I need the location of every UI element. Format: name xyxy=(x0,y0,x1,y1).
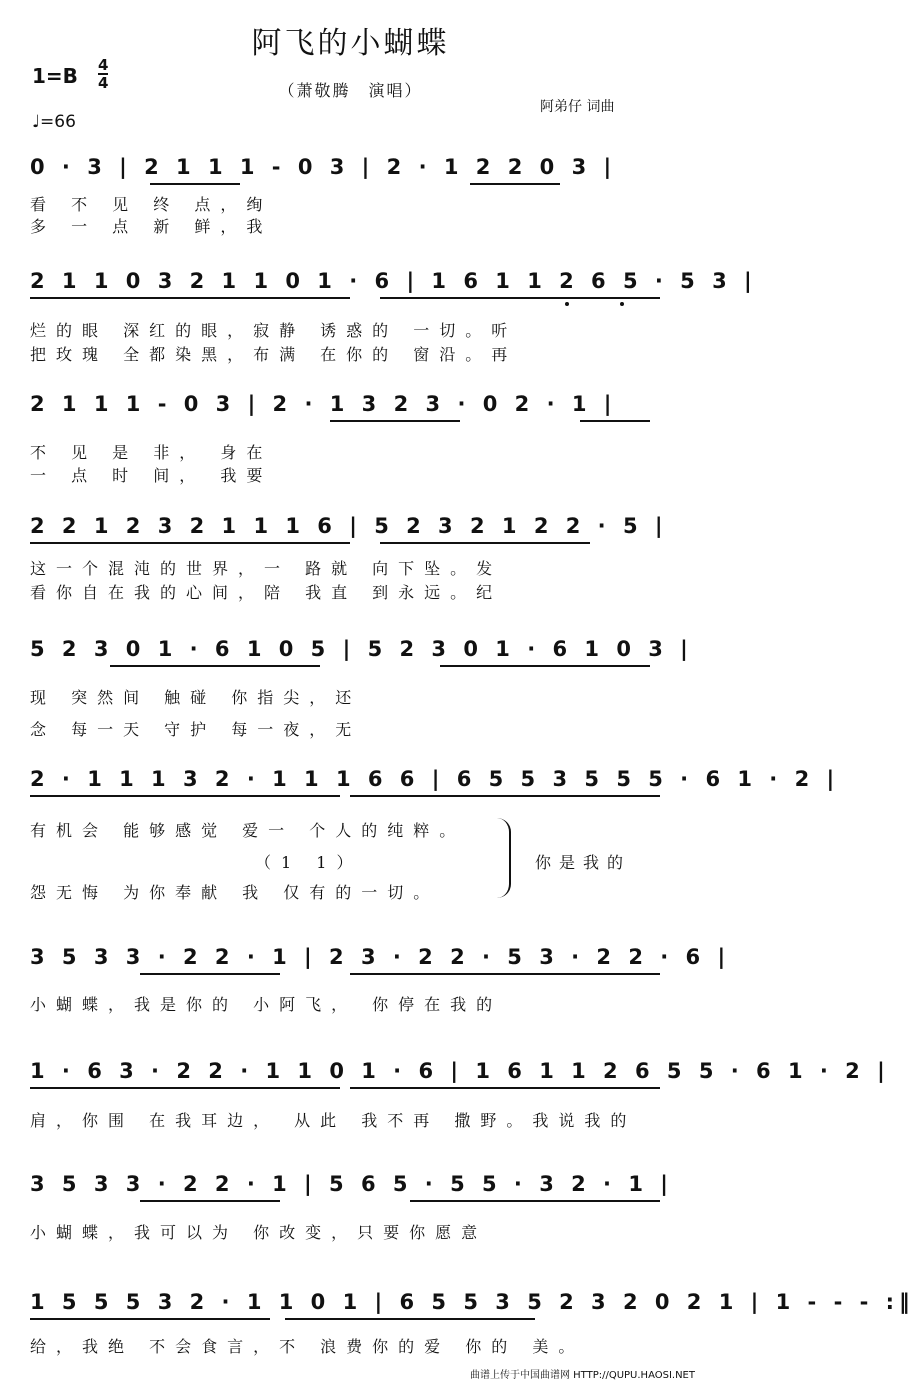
lyric-line-6-side: 你是我的 xyxy=(535,853,632,872)
lyric-line-2a: 烂的眼 深红的眼，寂静 诱惑的 一切。听 xyxy=(30,321,518,340)
lyric-line-2b: 把玫瑰 全都染黑，布满 在你的 窗沿。再 xyxy=(30,345,518,364)
notation-line-1: 0 · 3 | 2 1 1 1 - 0 3 | 2 · 1 2 2 0 3 | xyxy=(30,155,617,179)
beam xyxy=(140,1200,280,1202)
credit: 阿弟仔 词曲 xyxy=(540,99,615,115)
notation-line-8: 1 · 6 3 · 2 2 · 1 1 0 1 · 6 | 1 6 1 1 2 6 5 5 · 6 1 · 2 | xyxy=(30,1059,890,1083)
song-title: 阿飞的小蝴蝶 xyxy=(251,26,450,61)
brace xyxy=(495,818,511,898)
lyric-line-6b: 怨无悔 为你奉献 我 仅有的一切。 xyxy=(30,883,440,902)
lyric-line-8: 肩，你围 在我耳边， 从此 我不再 撒野。我说我的 xyxy=(30,1111,637,1130)
lyric-line-6-extra: （1 1） xyxy=(255,853,363,872)
beam xyxy=(330,420,460,422)
lyric-line-7: 小蝴蝶，我是你的 小阿飞， 你停在我的 xyxy=(30,995,503,1014)
notation-line-7: 3 5 3 3 · 2 2 · 1 | 2 3 · 2 2 · 5 3 · 2 2 · 6 | xyxy=(30,945,731,969)
beam xyxy=(110,665,320,667)
lyric-line-9: 小蝴蝶，我可以为 你改变，只要你愿意 xyxy=(30,1223,488,1242)
beam xyxy=(30,542,350,544)
beam xyxy=(470,183,560,185)
tempo-marking: ♩=66 xyxy=(32,112,76,132)
beam xyxy=(350,795,660,797)
lyric-line-5b: 念 每一天 守护 每一夜，无 xyxy=(30,720,362,739)
beam xyxy=(580,420,650,422)
beam xyxy=(380,542,590,544)
beam xyxy=(440,665,650,667)
notation-line-5: 5 2 3 0 1 · 6 1 0 5 | 5 2 3 0 1 · 6 1 0 3 | xyxy=(30,637,693,661)
beam xyxy=(410,1200,660,1202)
low-octave-dot xyxy=(620,302,624,306)
notation-line-9: 3 5 3 3 · 2 2 · 1 | 5 6 5 · 5 5 · 3 2 · 1 | xyxy=(30,1172,673,1196)
lyric-line-5a: 现 突然间 触碰 你指尖，还 xyxy=(30,688,362,707)
beam xyxy=(140,973,280,975)
lyric-line-4b: 看你自在我的心间，陪 我直 到永远。纪 xyxy=(30,583,503,602)
notation-line-10: 1 5 5 5 3 2 · 1 1 0 1 | 6 5 5 3 5 2 3 2 0 2 1 | 1 - - - :‖ xyxy=(30,1290,915,1314)
lyric-line-3b: 一 点 时 间， 我要 xyxy=(30,466,273,485)
beam xyxy=(380,297,660,299)
beam xyxy=(30,795,340,797)
lyric-line-1b: 多 一 点 新 鲜，我 xyxy=(30,217,273,236)
lyric-line-4a: 这一个混沌的世界，一 路就 向下坠。发 xyxy=(30,559,503,578)
notation-line-2: 2 1 1 0 3 2 1 1 0 1 · 6 | 1 6 1 1 2 6 5 · 5 3 | xyxy=(30,269,757,293)
lyric-line-1a: 看 不 见 终 点，绚 xyxy=(30,195,273,214)
beam xyxy=(350,1087,660,1089)
beam xyxy=(350,973,660,975)
time-signature-bottom: 4 xyxy=(98,74,109,92)
beam xyxy=(30,297,350,299)
beam xyxy=(30,1318,270,1320)
lyric-line-3a: 不 见 是 非， 身在 xyxy=(30,443,273,462)
beam xyxy=(30,1087,340,1089)
notation-line-6: 2 · 1 1 1 3 2 · 1 1 1 6 6 | 6 5 5 3 5 5 5 · 6 1 · 2 | xyxy=(30,767,840,791)
lyric-line-10: 给，我绝 不会食言，不 浪费你的爱 你的 美。 xyxy=(30,1337,585,1356)
beam xyxy=(285,1318,535,1320)
key-signature: 1=B xyxy=(32,64,78,88)
time-signature-top: 4 xyxy=(98,56,109,74)
song-subtitle: （萧敬腾 演唱） xyxy=(278,81,423,100)
notation-line-3: 2 1 1 1 - 0 3 | 2 · 1 3 2 3 · 0 2 · 1 | xyxy=(30,392,617,416)
notation-line-4: 2 2 1 2 3 2 1 1 1 6 | 5 2 3 2 1 2 2 · 5 | xyxy=(30,514,668,538)
watermark: 曲谱上传于中国曲谱网 HTTP://QUPU.HAOSI.NET xyxy=(469,1370,695,1381)
lyric-line-6a: 有机会 能够感觉 爱一 个人的纯粹。 xyxy=(30,821,466,840)
beam xyxy=(150,183,240,185)
low-octave-dot xyxy=(565,302,569,306)
